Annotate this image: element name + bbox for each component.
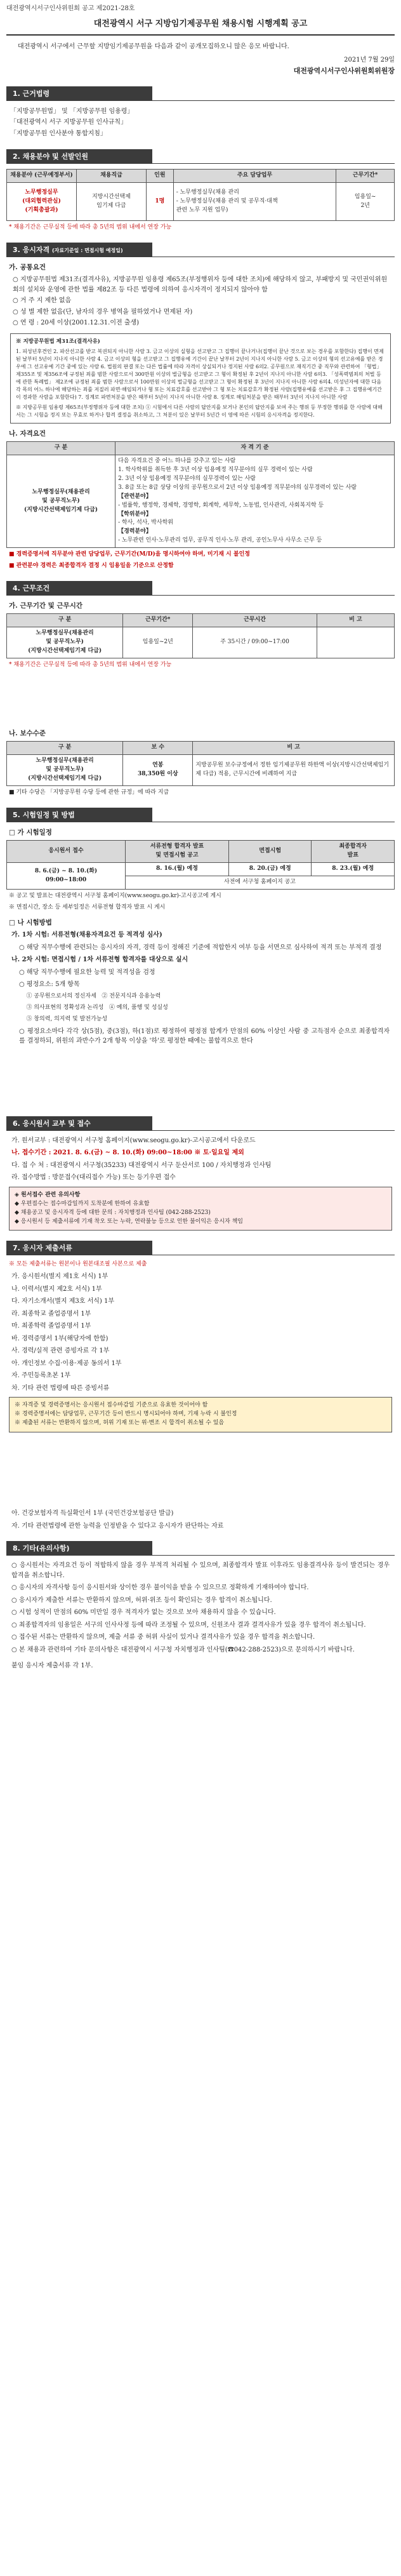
schedule-final: 8. 23.(월) 예정	[312, 863, 395, 876]
caution-item: ○ 응시원서는 자격요건 등이 적합하지 않을 경우 부적격 처리될 수 있으며, 최종합격자 발표 이후라도 임용결격사유 등이 발견되는 경우 합격을 취소합니다.	[11, 1562, 390, 1579]
qual-table	[6, 441, 395, 548]
section-5-title: 5. 시험일정 및 방법	[6, 808, 152, 822]
recruit-footnote: * 채용기간은 근무실적 등에 따라 총 5년의 범위 내에서 연장 가능	[9, 224, 172, 231]
section-3-header	[6, 243, 395, 257]
section-6-title: 6. 응시원서 교부 및 접수	[6, 1116, 152, 1131]
method-line: ○ 평정요소: 5개 항목	[19, 981, 80, 989]
schedule-title: □ 가 시험일정	[9, 829, 52, 837]
recruit-table	[6, 169, 395, 221]
notice-number: 대전광역시서구인사위원회 공고 제2021-28호	[6, 5, 135, 12]
col-header: 근무기간*	[336, 170, 395, 183]
recruit-count: 1명	[146, 183, 173, 221]
doc-item: 마. 최종학력 졸업증명서 1부	[11, 1323, 91, 1330]
doc-item: 자. 주민등록초본 1부	[11, 1372, 71, 1380]
pay-footnote: ■ 기타 수당은 「지방공무원 수당 등에 관한 규정」에 따라 지급	[9, 789, 169, 796]
section-2-header	[6, 149, 395, 164]
schedule-footnote: ※ 공고 및 발표는 대전광역시 서구청 홈페이지(www.seogu.go.kr)-고시공고에 게시	[9, 893, 221, 900]
caution-item: ○ 최종합격자의 임용일은 서구의 인사사정 등에 따라 조정될 수 있으며, 신원조사 결과 결격사유가 있을 경우 합격이 취소됩니다.	[11, 1621, 366, 1629]
doc-extra: 아. 건강보험자격 득실확인서 1부 (국민건강보험공단 발급)	[11, 1510, 174, 1518]
work-period: 임용일~2년	[123, 627, 193, 658]
law-box-title: ※ 지방공무원법 제31조(결격사유)	[16, 338, 100, 345]
page-title: 대전광역시 서구 지방임기제공무원 채용시험 시행계획 공고	[6, 14, 395, 36]
notice-date: 2021년 7월 29일	[344, 57, 395, 64]
schedule-footnote: ※ 면접시간, 장소 등 세부일정은 서류전형 합격자 발표 시 게시	[9, 904, 166, 911]
pay-note: 지방공무원 보수규정에서 정한 임기제공무원 하한액 이상(지방시간선택제임기제 다급) 적용, 근무시간에 비례하여 지급	[193, 755, 395, 786]
recruit-grade: 지방시간선택제 임기제 다급	[76, 183, 146, 221]
recruit-duties	[173, 183, 336, 221]
col-header: 인원	[146, 170, 173, 183]
method-line: 나. 2차 시험: 면접시험 / 1차 서류전형 합격자를 대상으로 실시	[11, 956, 188, 964]
intro-text: 대전광역시 서구에서 근무할 지방임기제공무원을 다음과 같이 공개모집하오니 많은 응모 바랍니다.	[18, 43, 289, 50]
pay-amount: 연봉 38,350원 이상	[123, 755, 193, 786]
schedule-note: 사전에 서구청 홈페이지 공고	[126, 876, 395, 890]
work-hours: 주 35시간 / 09:00~17:00	[193, 627, 317, 658]
law-item: 「지방공무원법」 및 「지방공무원 임용령」	[10, 107, 134, 115]
section-1-header	[6, 86, 395, 101]
pay-table	[6, 741, 395, 786]
pay-field: 노무행정실무(채용관리 및 공무직노무) (지방시간선택제임기제 다급)	[7, 755, 123, 786]
law-box-text: 1. 피성년후견인 2. 파산선고를 받고 복권되지 아니한 사람 3. 금고 이상의 실형을 선고받고 그 집행이 끝나거나(집행이 끝난 것으로 보는 경우를 포함한다) 집행이 면제된 날부터 5년이 지나지 아니한 사람 4. 금고 이상의 형을 선고받고 그 집행유예 기간이 끝난 날부터 2년이 지나지 아니한 사람 5. 금고 이상의 형의 선고유예를 받은 경우에 그 선고유예 기간 중에 있는 사람 6. 법원의 판결 또는 다른 법률에 따라 자격이 상실되거나 정지된 사람 6의2. 공무원으로 재직기간 중 직무와 관련하여 「형법」 제355조 및 제356조에 규정된 죄를 범한 사람으로서 300만원 이상의 벌금형을 선고받고 그 형이 확정된 후 2년이 지나지 아니한 사람 6의3. 「성폭력범죄의 처벌 등에 관한 특례법」 제2조에 규정된 죄를 범한 사람으로서 100만원 이상의 벌금형을 선고받고 그 형이 확정된 후 3년이 지나지 아니한 사람 6의4. 미성년자에 대한 다음 각 목의 어느 하나에 해당하는 죄를 저질러 파면·해임되거나 형 또는 치료감호를 선고받아 그 형 또는 치료감호가 확정된 사람(집행유예를 선고받은 후 그 집행유예기간이 경과한 사람을 포함한다) 7. 징계로 파면처분을 받은 때부터 5년이 지나지 아니한 사람 8. 징계로 해임처분을 받은 때부터 3년이 지나지 아니한 사람	[16, 348, 384, 400]
doc-extra: 자. 기타 관련법령에 관한 능력을 인정받을 수 있다고 응시자가 판단하는 자료	[11, 1522, 224, 1530]
apply-line: 다. 접 수 처 : 대전광역시 서구청(35233) 대전광역시 서구 둔산서로 100 / 자치행정과 인사팀	[11, 1161, 272, 1169]
qual-note: ■ 경력증명서에 직무분야 관련 담당업무, 근무기간(M/D)을 명시하여야 하며, 미기재 시 불인정	[9, 551, 250, 558]
apply-line: 가. 원서교부 : 대전광역시 서구청 홈페이지(www.seogu.go.kr)-고시공고에서 다운로드	[11, 1137, 256, 1144]
col-header: 구 분	[7, 441, 115, 455]
schedule-interview: 8. 20.(금) 예정	[228, 863, 312, 876]
col-header: 서류전형 합격자 발표 및 면접시험 공고	[126, 841, 229, 863]
caution-item: ○ 시험 성적이 만점의 60% 미만일 경우 적격자가 없는 것으로 보아 채용하지 않을 수 있습니다.	[11, 1609, 276, 1617]
section-5-header	[6, 808, 395, 822]
doc-item: 나. 이력서(별지 제2호 서식) 1부	[11, 1285, 102, 1293]
apply-line: 나. 접수기간 : 2021. 8. 6.(금) ~ 8. 10.(화) 09:00~18:00 ※ 토·일요일 제외	[11, 1149, 244, 1157]
section-4-header	[6, 581, 395, 596]
schedule-apply: 8. 6.(금) ~ 8. 10.(화) 09:00~18:00	[7, 863, 126, 890]
method-line: ③ 의사표현의 정확성과 논리성 ④ 예의, 품행 및 성실성	[19, 1004, 168, 1011]
common-req: ○ 지방공무원법 제31조(결격사유), 지방공무원 임용령 제65조(부정행위자 등에 대한 조치)에 해당하지 않고, 부패방지 및 국민권익위원회의 설치와 운영에 관한 법률 제82조 등 다른 법령에 의하여 응시자격이 정지되지 않아야 함	[13, 276, 388, 293]
method-line: 가. 1차 시험: 서류전형(채용자격요건 등 적격성 심사)	[11, 931, 162, 939]
docs-warning-box: ※ 자격증 및 경력증명서는 응시원서 접수마감일 기준으로 유효한 것이어야 함 ※ 경력증명서에는 담당업무, 근무기간 등이 반드시 명시되어야 하며, 기재 누락 시 불인정 ※ 제출된 서류는 반환하지 않으며, 허위 기재 또는 위·변조 시 합격이 취소될 수 있음	[9, 1397, 392, 1432]
section-4-title: 4. 근무조건	[6, 581, 152, 596]
col-header: 근무기간*	[123, 614, 193, 627]
apply-notice-title: ◈ 원서접수 관련 유의사항	[15, 1191, 81, 1198]
col-header: 채용직급	[76, 170, 146, 183]
col-header: 근무시간	[193, 614, 317, 627]
recruit-field: 노무행정실무 (대외협력관실) (기획총괄과)	[7, 183, 77, 221]
method-line: ○ 평정요소마다 각각 상(5점), 중(3점), 하(1점)로 평정하여 평정점 합계가 만점의 60% 이상인 사람 중 고득점자 순으로 최종합격자를 결정하되, 위원의 과반수가 2개 항목 이상을 '하'로 평정한 때에는 불합격으로 한다	[19, 1027, 390, 1045]
duty-line: - 노무행정실무(채용 관리 및 공무직·대책	[176, 197, 278, 204]
section-8-header	[6, 1541, 395, 1556]
duty-line: 관련 노무 지원 업무)	[176, 206, 228, 213]
qual-field: 노무행정실무(채용관리 및 공무직노무) (지방시간선택제임기제 다급)	[7, 455, 115, 547]
common-req: ○ 거 주 지 제한 없음	[13, 297, 72, 305]
law-list	[10, 106, 391, 140]
common-req: ○ 연 령 : 20세 이상(2001.12.31.이전 출생)	[13, 319, 140, 327]
col-header: 면접시험	[228, 841, 312, 863]
law-box	[10, 333, 391, 424]
col-header: 보 수	[123, 742, 193, 755]
pay-title: 나. 보수수준	[9, 730, 46, 738]
apply-notice-box: ◈ 원서접수 관련 유의사항 ◆ 우편접수는 접수마감일까지 도착분에 한하여 유효함 ◆ 채용공고 및 응시자격 등에 대한 문의 : 자치행정과 인사팀 (042-288-2523) ◆ 응시원서 등 제출서류에 기재 착오 또는 누락, 연락불능 등으로 인한 불이익은 응시자 책임	[9, 1187, 392, 1231]
law-box-text2: ※ 지방공무원 임용령 제65조(부정행위자 등에 대한 조치) ① 시험에서 다른 사람의 답안지를 보거나 본인의 답안지를 보여 주는 행위 등 부정한 행위를 한 사람에 대해서는 그 시험을 정지 또는 무효로 하거나 합격 결정을 취소하고, 그 처분이 있은 날부터 5년간 이 영에 따른 시험의 응시자격을 정지한다.	[16, 404, 383, 418]
section-2-title: 2. 채용분야 및 선발인원	[6, 149, 152, 164]
section-6-header	[6, 1116, 395, 1131]
apply-line: 라. 접수방법 : 방문접수(대리접수 가능) 또는 등기우편 접수	[11, 1174, 176, 1182]
section-3-title: 3. 응시자격 (자료기준일 : 면접시험 예정일)	[6, 243, 152, 257]
section-1-title: 1. 근거법령	[6, 86, 152, 101]
section-7-title: 7. 응시자 제출서류	[6, 1241, 152, 1255]
method-line: ○ 해당 직무수행에 관련되는 응시자의 자격, 경력 등이 정해진 기준에 적합한지 여부 등을 서면으로 심사하여 적격 또는 부적격 결정	[19, 944, 382, 951]
method-line: ○ 해당 직무수행에 필요한 능력 및 적격성을 검정	[19, 968, 155, 976]
doc-item: 바. 경력증명서 1부(해당자에 한함)	[11, 1335, 108, 1342]
work-table	[6, 613, 395, 658]
caution-item: ○ 응시자가 제출한 서류는 반환하지 않으며, 허위·위조 등이 확인되는 경우 합격이 취소됩니다.	[11, 1596, 272, 1604]
caution-item: ○ 응시자의 자격사항 등이 응시원서와 상이한 경우 불이익을 받을 수 있으므로 정확하게 기재하여야 합니다.	[11, 1584, 309, 1592]
method-title: □ 나 시험방법	[9, 919, 52, 927]
doc-item: 다. 자기소개서(별지 제3호 서식) 1부	[11, 1298, 115, 1305]
issuing-org: 대전광역시서구인사위원회위원장	[293, 66, 395, 75]
section-7-header	[6, 1241, 395, 1255]
col-header: 구 분	[7, 614, 123, 627]
col-header: 최종합격자 발표	[312, 841, 395, 863]
col-header: 구 분	[7, 742, 123, 755]
recruit-period: 임용일~ 2년	[336, 183, 395, 221]
doc-item: 차. 기타 관련 법령에 따른 증빙서류	[11, 1384, 110, 1392]
qual-criteria: 다음 자격요건 중 어느 하나를 갖추고 있는 사람 1. 학사학위를 취득한 후 3년 이상 임용예정 직무분야의 실무 경력이 있는 사람 2. 3년 이상 임용예정 직무분야의 실무경력이 있는 사람 3. 8급 또는 8급 상당 이상의 공무원으로서 2년 이상 임용예정 직무분야의 실무경력이 있는 사람 【관련분야】 - 법률학, 행정학, 경제학, 경영학, 회계학, 세무학, 노동법, 인사관리, 사회복지학 등 【학위분야】 - 학사, 석사, 박사학위 【경력분야】 - 노무관련 인사·노무관리 업무, 공무직 인사·노무 관리, 공인노무사 사무소 근무 등	[115, 455, 395, 547]
qual-title: 나. 자격요건	[9, 429, 46, 437]
method-line: ① 공무원으로서의 정신자세 ② 전문지식과 응용능력	[19, 992, 161, 999]
col-header: 응시원서 접수	[7, 841, 126, 863]
common-req-title: 가. 공통요건	[9, 264, 46, 272]
common-req: ○ 성 별 제한 없음(단, 남자의 경우 병역을 필하였거나 면제된 자)	[13, 308, 193, 316]
section-8-title: 8. 기타(유의사항)	[6, 1541, 152, 1556]
schedule-table	[6, 840, 395, 890]
duty-line: - 노무행정실무(채용 관리	[176, 189, 239, 196]
law-item: 「대전광역시 서구 지방공무원 인사규칙」	[10, 119, 128, 126]
col-header: 주요 담당업무	[173, 170, 336, 183]
work-note	[317, 627, 394, 658]
qual-note: ■ 관련분야 경력은 최종합격자 결정 시 임용일을 기준으로 산정함	[9, 563, 174, 570]
work-period-title: 가. 근무기간 및 근무시간	[9, 602, 83, 610]
schedule-doc: 8. 16.(월) 예정	[126, 863, 229, 876]
doc-item: 가. 응시원서(별지 제1호 서식) 1부	[11, 1273, 108, 1281]
method-line: ⑤ 창의력, 의지력 및 발전가능성	[19, 1015, 108, 1022]
work-footnote: * 채용기간은 근무실적 등에 따라 총 5년의 범위 내에서 연장 가능	[9, 662, 172, 669]
closing-attachment: 붙임 응시자 제출서류 각 1부.	[11, 1662, 93, 1670]
docs-note: ※ 모든 제출서류는 원본이나 원본대조필 사본으로 제출	[9, 1261, 147, 1268]
doc-item: 사. 경력/실적 관련 증빙자료 각 1부	[11, 1347, 110, 1355]
col-header: 비 고	[317, 614, 394, 627]
col-header: 비 고	[193, 742, 395, 755]
col-header: 자 격 기 준	[115, 441, 395, 455]
caution-item: ○ 본 채용과 관련하여 기타 문의사항은 대전광역시 서구청 자치행정과 인사팀(☎042-288-2523)으로 문의하시기 바랍니다.	[11, 1646, 355, 1653]
col-header: 채용분야 (근무예정부서)	[7, 170, 77, 183]
doc-item: 라. 최종학교 졸업증명서 1부	[11, 1310, 91, 1318]
caution-item: ○ 접수된 서류는 반환하지 않으며, 제출 서류 중 허위 사실이 있거나 결격사유가 있을 경우 합격을 취소합니다.	[11, 1634, 315, 1641]
doc-item: 아. 개인정보 수집·이용·제공 동의서 1부	[11, 1359, 122, 1367]
work-field: 노무행정실무(채용관리 및 공무직노무) (지방시간선택제임기제 다급)	[7, 627, 123, 658]
law-item: 「지방공무원 인사분야 통합지침」	[10, 130, 107, 137]
